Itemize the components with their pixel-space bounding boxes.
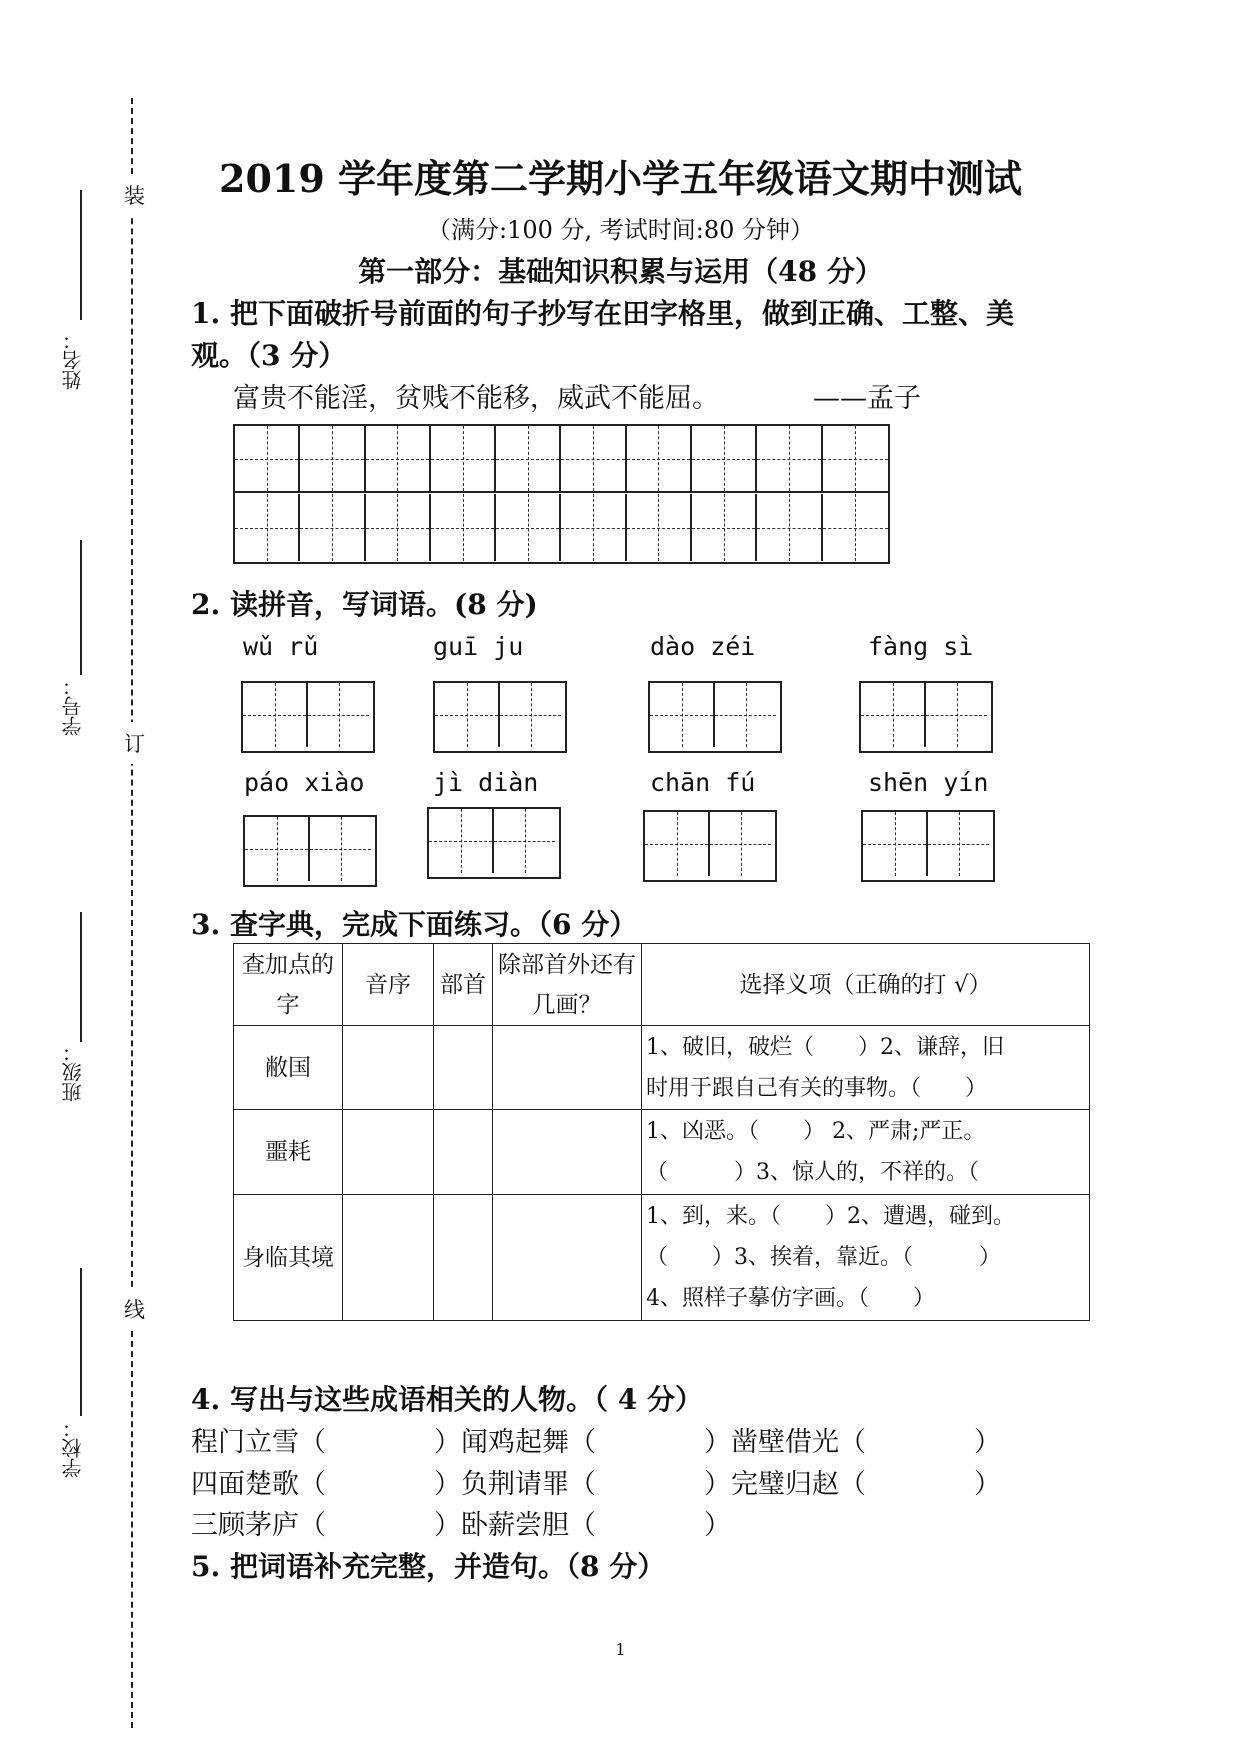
radical-answer-cell[interactable] <box>434 1195 493 1321</box>
grid-cell[interactable] <box>494 809 555 873</box>
table-header-row <box>234 944 1090 1026</box>
radical-answer-cell[interactable] <box>434 1026 493 1110</box>
school-write-line <box>80 1268 82 1416</box>
meaning-options[interactable] <box>642 1110 1090 1195</box>
pinyin-3: dào zéi <box>650 632 756 661</box>
grid-cell[interactable] <box>431 494 496 561</box>
grid-cell[interactable] <box>310 817 371 881</box>
pinyin-8: shēn yín <box>868 768 989 797</box>
grid-cell[interactable] <box>561 426 626 493</box>
pinyin-4: fàng sì <box>868 632 974 661</box>
q1-prompt-line2: 观。（3 分） <box>191 339 347 372</box>
name-label: 姓名： <box>61 330 85 390</box>
q2-answer-box-7[interactable] <box>643 810 777 882</box>
q2-answer-box-2[interactable] <box>433 681 567 753</box>
grid-cell[interactable] <box>300 494 365 561</box>
grid-cell[interactable] <box>243 683 308 747</box>
header-meaning: 选择义项（正确的打 √） <box>642 944 1090 1026</box>
grid-cell[interactable] <box>823 426 888 493</box>
index-answer-cell[interactable] <box>343 1110 434 1195</box>
row-word: 敝国 <box>234 1026 343 1110</box>
grid-cell[interactable] <box>431 426 496 493</box>
dictionary-table <box>233 943 1090 1321</box>
part-heading: 第一部分：基础知识积累与运用（48 分） <box>358 255 883 288</box>
header-strokes: 除部首外还有几画？ <box>493 944 642 1026</box>
grid-cell[interactable] <box>823 494 888 561</box>
meaning-options[interactable] <box>642 1195 1090 1321</box>
exam-title: 2019 学年度第二学期小学五年级语文期中测试 <box>219 156 1022 201</box>
grid-cell[interactable] <box>757 494 822 561</box>
row-word: 噩耗 <box>234 1110 343 1195</box>
q2-answer-box-6[interactable] <box>427 807 561 879</box>
table-row <box>234 1195 1090 1321</box>
meaning-options[interactable] <box>642 1026 1090 1110</box>
q2-prompt: 2. 读拼音，写词语。(8 分) <box>191 588 538 621</box>
header-char: 查加点的字 <box>234 944 343 1026</box>
grid-cell[interactable] <box>235 494 300 561</box>
grid-cell[interactable] <box>496 426 561 493</box>
grid-cell[interactable] <box>928 812 989 876</box>
grid-cell[interactable] <box>308 683 369 747</box>
q4-prompt: 4. 写出与这些成语相关的人物。（ 4 分） <box>191 1383 703 1416</box>
grid-cell[interactable] <box>861 683 926 747</box>
grid-cell[interactable] <box>926 683 987 747</box>
idiom-row-1[interactable]: 程门立雪（ ）闻鸡起舞（ ）凿壁借光（ ） <box>191 1427 1001 1458</box>
header-radical: 部首 <box>434 944 493 1026</box>
grid-cell[interactable] <box>235 426 300 493</box>
strokes-answer-cell[interactable] <box>493 1195 642 1321</box>
q2-answer-box-1[interactable] <box>241 681 375 753</box>
grid-cell[interactable] <box>692 426 757 493</box>
q1-sentence: 富贵不能淫，贫贱不能移，威武不能屈。 <box>233 383 719 414</box>
grid-cell[interactable] <box>435 683 500 747</box>
strokes-answer-cell[interactable] <box>493 1110 642 1195</box>
exam-subtitle: （满分:100 分, 考试时间:80 分钟） <box>426 216 815 244</box>
grid-cell[interactable] <box>645 812 710 876</box>
pinyin-1: wǔ rǔ <box>243 632 319 661</box>
q1-author: ——孟子 <box>813 383 921 414</box>
grid-cell[interactable] <box>692 494 757 561</box>
class-write-line <box>80 912 82 1042</box>
table-row <box>234 1026 1090 1110</box>
grid-cell[interactable] <box>863 812 928 876</box>
header-index: 音序 <box>343 944 434 1026</box>
q2-answer-box-5[interactable] <box>243 815 377 887</box>
q2-answer-box-4[interactable] <box>859 681 993 753</box>
option-line: 1、破旧，破烂（ ）2、谦辞，旧 <box>646 1034 1004 1060</box>
q2-answer-box-8[interactable] <box>861 810 995 882</box>
binding-char-ding: 订 <box>124 722 145 764</box>
strokes-answer-cell[interactable] <box>493 1026 642 1110</box>
school-label: 学校： <box>61 1418 85 1478</box>
grid-cell[interactable] <box>429 809 494 873</box>
grid-cell[interactable] <box>627 494 692 561</box>
q1-writing-grid[interactable] <box>233 424 890 564</box>
grid-cell[interactable] <box>245 817 310 881</box>
option-line: 4、照样子摹仿字画。（ ） <box>646 1286 935 1311</box>
pinyin-6: jì diàn <box>433 768 539 797</box>
pinyin-5: páo xiào <box>244 768 365 797</box>
grid-cell[interactable] <box>627 426 692 493</box>
option-line: （ ）3、挨着，靠近。（ ） <box>646 1245 1001 1270</box>
binding-char-zhuang: 装 <box>124 174 145 216</box>
grid-cell[interactable] <box>500 683 561 747</box>
page-number: 1 <box>615 1640 626 1659</box>
q5-prompt: 5. 把词语补充完整，并造句。（8 分） <box>191 1550 666 1583</box>
student-id-write-line <box>80 540 82 675</box>
grid-cell[interactable] <box>710 812 771 876</box>
grid-cell[interactable] <box>715 683 776 747</box>
table-row <box>234 1110 1090 1195</box>
idiom-row-3[interactable]: 三顾茅庐（ ）卧薪尝胆（ ） <box>191 1510 731 1541</box>
index-answer-cell[interactable] <box>343 1195 434 1321</box>
student-id-label: 学号： <box>61 676 85 736</box>
option-line: （ ）3、惊人的，不祥的。（ <box>646 1160 979 1185</box>
option-line: 时用于跟自己有关的事物。（ ） <box>646 1075 988 1101</box>
index-answer-cell[interactable] <box>343 1026 434 1110</box>
pinyin-2: guī ju <box>433 632 524 661</box>
grid-cell[interactable] <box>496 494 561 561</box>
radical-answer-cell[interactable] <box>434 1110 493 1195</box>
option-line: 1、凶恶。（ ） 2、严肃;严正。 <box>646 1119 986 1144</box>
grid-cell[interactable] <box>366 494 431 561</box>
grid-cell[interactable] <box>561 494 626 561</box>
option-line: 1、到，来。（ ）2、遭遇，碰到。 <box>646 1204 1015 1229</box>
binding-dashed-line <box>131 98 133 1728</box>
grid-cell[interactable] <box>757 426 822 493</box>
row-word: 身临其境 <box>234 1195 343 1321</box>
grid-cell[interactable] <box>366 426 431 493</box>
q2-answer-box-3[interactable] <box>648 681 782 753</box>
q1-prompt-line1: 1. 把下面破折号前面的句子抄写在田字格里，做到正确、工整、美 <box>191 297 1014 330</box>
idiom-row-2[interactable]: 四面楚歌（ ）负荆请罪（ ）完璧归赵（ ） <box>191 1469 1001 1500</box>
grid-cell[interactable] <box>300 426 365 493</box>
class-label: 班级： <box>61 1042 85 1102</box>
binding-char-xian: 线 <box>124 1288 145 1330</box>
pinyin-7: chān fú <box>650 768 756 797</box>
grid-cell[interactable] <box>650 683 715 747</box>
q3-prompt: 3. 查字典，完成下面练习。（6 分） <box>191 908 638 941</box>
